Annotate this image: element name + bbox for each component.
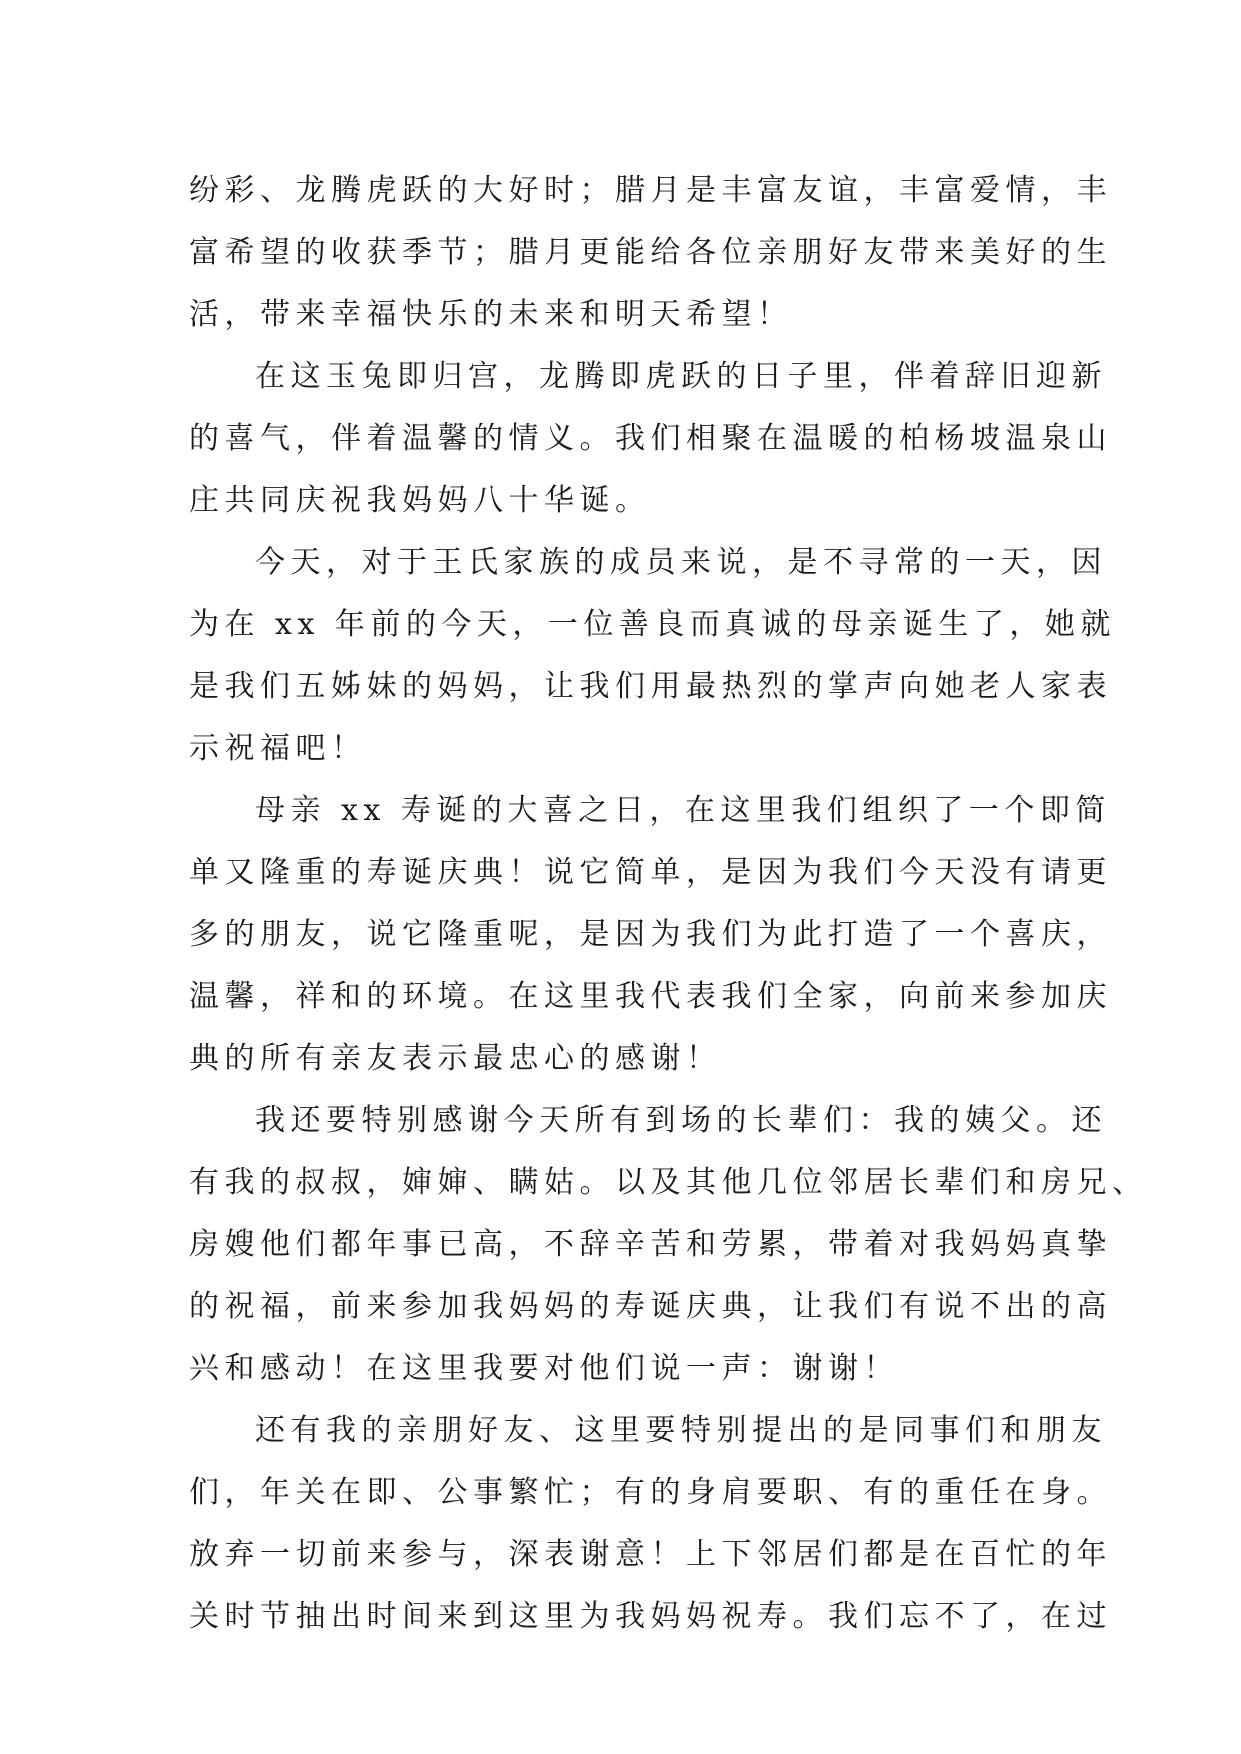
text-line: 关时节抽出时间来到这里为我妈妈祝寿。我们忘不了，在过 [189, 1599, 1112, 1634]
document-body [189, 160, 1148, 1648]
text-line: 有我的叔叔，婶婶、瞒姑。以及其他几位邻居长辈们和房兄、 [189, 1165, 1148, 1200]
text-line: 典的所有亲友表示最忠心的感谢！ [189, 1041, 722, 1076]
text-line: 活，带来幸福快乐的未来和明天希望！ [189, 297, 793, 332]
text-line: 是我们五姊妹的妈妈，让我们用最热烈的掌声向她老人家表 [189, 669, 1112, 704]
text-line: 示祝福吧！ [189, 731, 367, 766]
text-line: 富希望的收获季节；腊月更能给各位亲朋好友带来美好的生 [189, 235, 1112, 270]
paragraph-first-line: 母亲 xx 寿诞的大喜之日，在这里我们组织了一个即简 [255, 793, 1111, 828]
text-line: 单又隆重的寿诞庆典！说它简单，是因为我们今天没有请更 [189, 855, 1112, 890]
text-line: 庄共同庆祝我妈妈八十华诞。 [189, 483, 651, 518]
text-line: 的祝福，前来参加我妈妈的寿诞庆典，让我们有说不出的高 [189, 1289, 1112, 1324]
text-line: 温馨，祥和的环境。在这里我代表我们全家，向前来参加庆 [189, 979, 1112, 1014]
text-line: 为在 xx 年前的今天，一位善良而真诚的母亲诞生了，她就 [189, 607, 1116, 642]
text-line: 放弃一切前来参与，深表谢意！上下邻居们都是在百忙的年 [189, 1537, 1112, 1572]
text-line: 兴和感动！在这里我要对他们说一声：谢谢！ [189, 1351, 899, 1386]
paragraph-first-line: 今天，对于王氏家族的成员来说，是不寻常的一天，因 [255, 545, 1107, 580]
text-line: 房嫂他们都年事已高，不辞辛苦和劳累，带着对我妈妈真挚 [189, 1227, 1112, 1262]
paragraph-first-line: 我还要特别感谢今天所有到场的长辈们：我的姨父。还 [255, 1103, 1107, 1138]
paragraph-first-line: 还有我的亲朋好友、这里要特别提出的是同事们和朋友 [255, 1413, 1107, 1448]
text-line: 们，年关在即、公事繁忙；有的身肩要职、有的重任在身。 [189, 1475, 1112, 1510]
text-line: 纷彩、龙腾虎跃的大好时；腊月是丰富友谊，丰富爱情，丰 [189, 173, 1112, 208]
text-line: 的喜气，伴着温馨的情义。我们相聚在温暖的柏杨坡温泉山 [189, 421, 1112, 456]
paragraph-first-line: 在这玉兔即归宫，龙腾即虎跃的日子里，伴着辞旧迎新 [255, 359, 1107, 394]
text-line: 多的朋友，说它隆重呢，是因为我们为此打造了一个喜庆， [189, 917, 1112, 952]
